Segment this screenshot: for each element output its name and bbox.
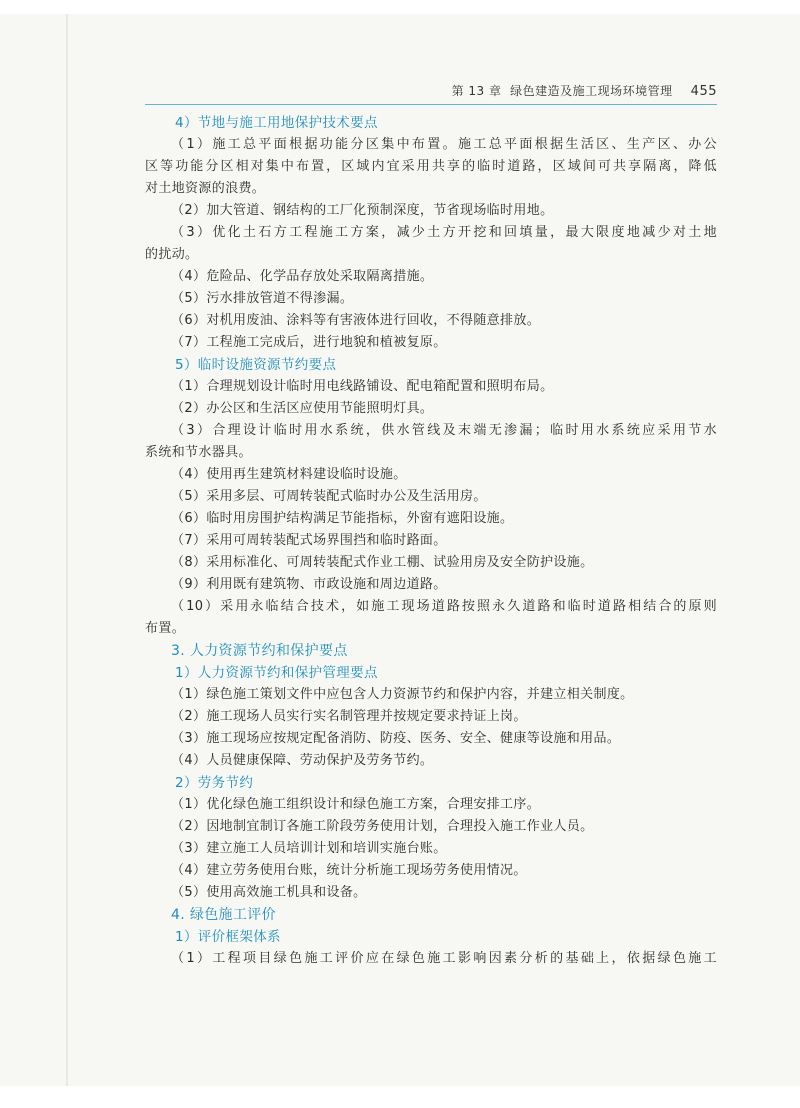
paragraph-line: （10）采用永临结合技术，如施工现场道路按照永久道路和临时道路相结合的原则 bbox=[171, 599, 717, 614]
paragraph-line: （4）人员健康保障、劳动保护及劳务节约。 bbox=[171, 753, 434, 768]
body-text bbox=[145, 112, 717, 970]
bottom-margin bbox=[0, 1086, 800, 1108]
paragraph-line: （4）建立劳务使用台账，统计分析施工现场劳务使用情况。 bbox=[171, 863, 527, 878]
top-margin bbox=[0, 0, 800, 14]
paragraph-line: （2）办公区和生活区应使用节能照明灯具。 bbox=[171, 401, 434, 416]
chapter-label: 第 13 章 bbox=[451, 84, 502, 98]
chapter-title: 绿色建造及施工现场环境管理 bbox=[510, 84, 673, 98]
paragraph-line: （6）临时用房围护结构满足节能指标，外窗有遮阳设施。 bbox=[171, 511, 514, 526]
running-header bbox=[145, 80, 717, 102]
paragraph-line: （7）采用可周转装配式场界围挡和临时路面。 bbox=[171, 533, 447, 548]
section-heading: 1）评价框架体系 bbox=[175, 929, 281, 945]
paragraph-line: 系统和节水器具。 bbox=[145, 445, 252, 460]
paragraph-line: （3）建立施工人员培训计划和培训实施台账。 bbox=[171, 841, 447, 856]
paragraph-line: （2）加大管道、钢结构的工厂化预制深度，节省现场临时用地。 bbox=[171, 203, 554, 218]
section-heading: 2）劳务节约 bbox=[175, 775, 254, 791]
paragraph-line: （4）危险品、化学品存放处采取隔离措施。 bbox=[171, 269, 434, 284]
paragraph-line: （1）合理规划设计临时用电线路铺设、配电箱配置和照明布局。 bbox=[171, 379, 554, 394]
paragraph-line: （1）绿色施工策划文件中应包含人力资源节约和保护内容，并建立相关制度。 bbox=[171, 687, 634, 702]
paragraph-line: （6）对机用废油、涂料等有害液体进行回收，不得随意排放。 bbox=[171, 313, 541, 328]
paragraph-line: （7）工程施工完成后，进行地貌和植被复原。 bbox=[171, 335, 447, 350]
main-heading: 4. 绿色施工评价 bbox=[171, 907, 276, 923]
paragraph-line: （1）工程项目绿色施工评价应在绿色施工影响因素分析的基础上，依据绿色施工 bbox=[171, 951, 717, 966]
running-header-text bbox=[452, 82, 717, 99]
paragraph-line: （3）施工现场应按规定配备消防、防疫、医务、安全、健康等设施和用品。 bbox=[171, 731, 621, 746]
section-heading: 1）人力资源节约和保护管理要点 bbox=[175, 665, 378, 681]
paragraph-line: （3）优化土石方工程施工方案，减少土方开挖和回填量，最大限度地减少对土地 bbox=[171, 225, 717, 240]
paragraph-line: 对土地资源的浪费。 bbox=[145, 181, 266, 196]
section-heading: 4）节地与施工用地保护技术要点 bbox=[175, 115, 378, 131]
main-heading: 3. 人力资源节约和保护要点 bbox=[171, 643, 348, 659]
paragraph-line: 区等功能分区相对集中布置，区域内宜采用共享的临时道路，区域间可共享隔离，降低 bbox=[145, 159, 717, 174]
header-rule bbox=[145, 104, 717, 105]
paragraph-line: （4）使用再生建筑材料建设临时设施。 bbox=[171, 467, 407, 482]
page-number: 455 bbox=[690, 84, 717, 99]
page-gutter-shadow bbox=[66, 14, 68, 1086]
paragraph-line: （1）优化绿色施工组织设计和绿色施工方案，合理安排工序。 bbox=[171, 797, 541, 812]
paragraph-line: （2）施工现场人员实行实名制管理并按规定要求持证上岗。 bbox=[171, 709, 527, 724]
paragraph-line: （5）采用多层、可周转装配式临时办公及生活用房。 bbox=[171, 489, 487, 504]
paragraph-line: （3）合理设计临时用水系统，供水管线及末端无渗漏；临时用水系统应采用节水 bbox=[171, 423, 717, 438]
paragraph-line: 布置。 bbox=[145, 621, 186, 636]
paragraph-line: （5）污水排放管道不得渗漏。 bbox=[171, 291, 354, 306]
paragraph-line: （1）施工总平面根据功能分区集中布置。施工总平面根据生活区、生产区、办公 bbox=[171, 137, 717, 152]
paragraph-line: （5）使用高效施工机具和设备。 bbox=[171, 885, 367, 900]
paragraph-line: （2）因地制宜制订各施工阶段劳务使用计划，合理投入施工作业人员。 bbox=[171, 819, 594, 834]
paragraph-line: 的扰动。 bbox=[145, 247, 199, 262]
paragraph-line: （9）利用既有建筑物、市政设施和周边道路。 bbox=[171, 577, 447, 592]
paragraph-line: （8）采用标准化、可周转装配式作业工棚、试验用房及安全防护设施。 bbox=[171, 555, 594, 570]
section-heading: 5）临时设施资源节约要点 bbox=[175, 357, 337, 373]
